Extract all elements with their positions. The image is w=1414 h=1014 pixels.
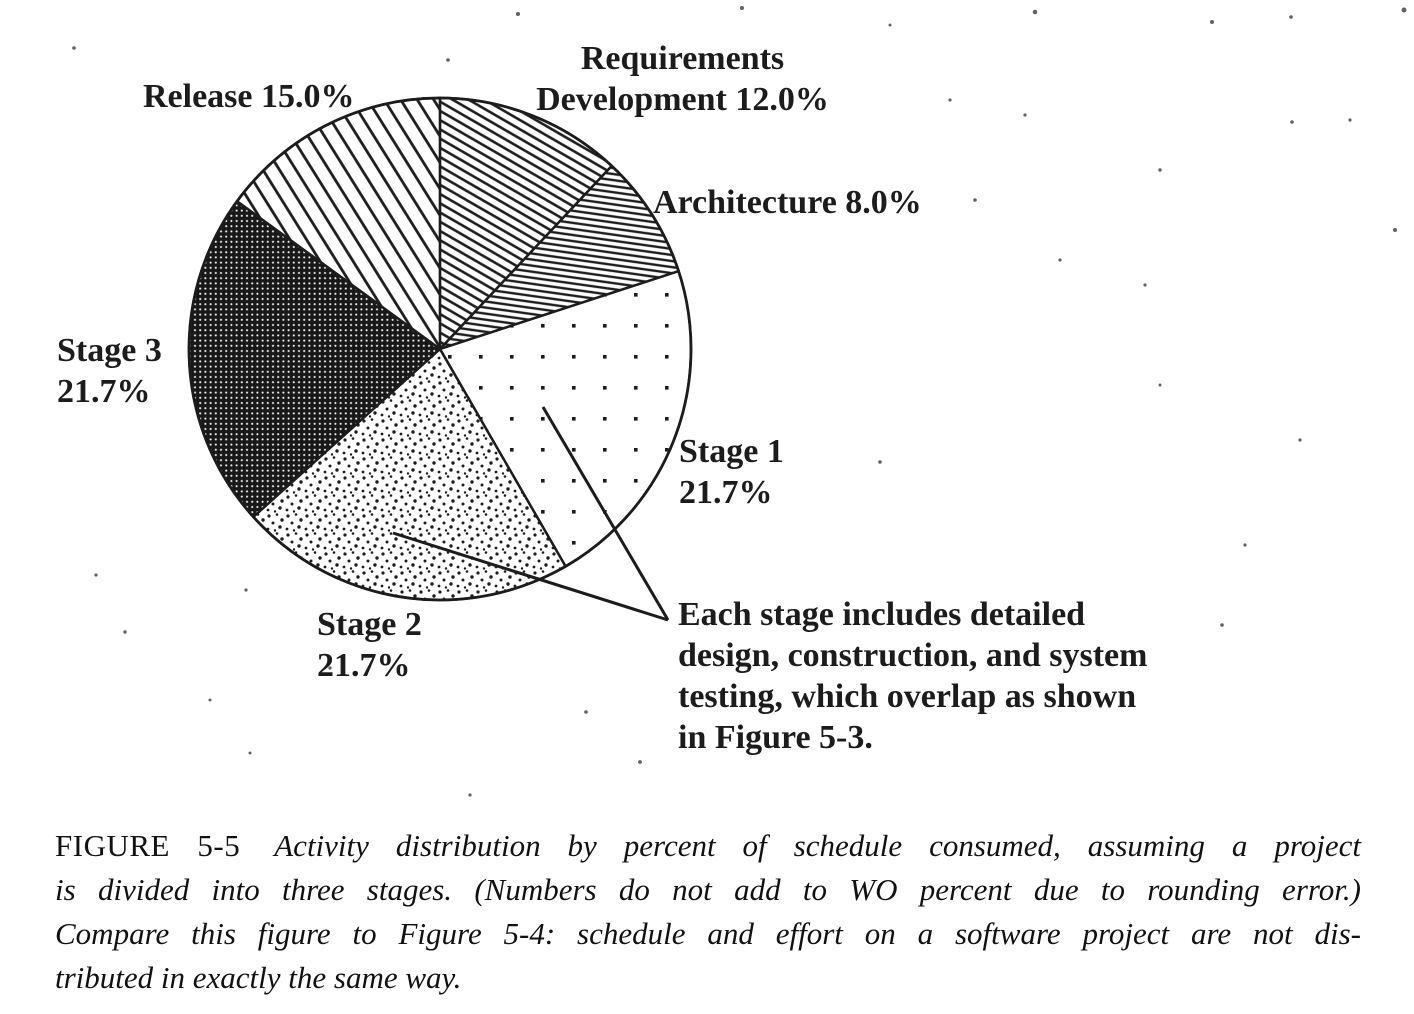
stage-annotation	[678, 594, 1147, 758]
caption-text-1: Activity distribution by percent of schedule consumed, assuming a project	[274, 828, 1361, 863]
label-stage-3	[57, 330, 162, 412]
scan-noise-speck	[973, 198, 977, 202]
scan-noise-speck	[1290, 120, 1294, 124]
scan-noise-speck	[638, 760, 642, 764]
label-stage-1-name: Stage 1	[679, 433, 784, 470]
scan-noise-speck	[1243, 543, 1246, 546]
label-release: Release 15.0%	[143, 78, 355, 115]
annotation-line1: Each stage includes detailed	[678, 596, 1086, 633]
caption-line-3: Compare this figure to Figure 5-4: schedule and effort on a software project are not dis-	[55, 916, 1361, 951]
scan-noise-speck	[878, 460, 882, 464]
caption-line-2: is divided into three stages. (Numbers do not add to WO percent due to rounding error.)	[55, 872, 1361, 907]
scan-noise-speck	[1393, 228, 1397, 232]
label-stage-2-value: 21.7%	[317, 647, 411, 684]
scan-noise-speck	[516, 12, 520, 16]
figure-caption	[55, 824, 1361, 1000]
annotation-line4: in Figure 5-3.	[678, 719, 873, 756]
scan-noise-speck	[889, 24, 892, 27]
label-stage-3-name: Stage 3	[57, 332, 162, 369]
scan-noise-speck	[123, 630, 126, 633]
label-stage-2	[317, 604, 422, 686]
scan-noise-speck	[249, 752, 252, 755]
scan-noise-speck	[1220, 623, 1224, 627]
scan-noise-speck	[1158, 168, 1161, 171]
scan-noise-speck	[1058, 258, 1061, 261]
annotation-line2: design, construction, and system	[678, 637, 1148, 674]
scan-noise-speck	[948, 98, 951, 101]
figure-number-label: FIGURE 5-5	[55, 828, 241, 863]
label-requirements-line2: Development 12.0%	[536, 81, 829, 118]
scan-noise-speck	[1033, 10, 1038, 15]
label-requirements-development	[510, 38, 855, 120]
scan-noise-speck	[446, 58, 450, 62]
caption-line-1	[55, 824, 1361, 868]
scan-noise-speck	[584, 710, 588, 714]
label-stage-1-value: 21.7%	[679, 474, 773, 511]
scan-noise-speck	[1348, 118, 1351, 121]
label-architecture: Architecture 8.0%	[653, 184, 922, 221]
scan-noise-speck	[1159, 384, 1162, 387]
annotation-line3: testing, which overlap as shown	[678, 678, 1137, 715]
scan-noise-speck	[1023, 113, 1026, 116]
label-stage-2-name: Stage 2	[317, 606, 422, 643]
scan-noise-speck	[1289, 15, 1293, 19]
scan-noise-speck	[468, 793, 471, 796]
scan-noise-speck	[1143, 283, 1146, 286]
label-stage-1	[679, 431, 784, 513]
scan-noise-speck	[94, 573, 97, 576]
scan-noise-speck	[244, 588, 247, 591]
scan-noise-speck	[740, 6, 744, 10]
caption-line-4: tributed in exactly the same way.	[55, 960, 462, 995]
label-stage-3-value: 21.7%	[57, 373, 151, 410]
scan-noise-speck	[72, 46, 76, 50]
scan-noise-speck	[209, 699, 212, 702]
pie-slices	[189, 98, 691, 600]
scan-noise-speck	[1210, 20, 1214, 24]
label-requirements-line1: Requirements	[580, 40, 785, 77]
scan-noise-speck	[1402, 8, 1407, 13]
scan-noise-speck	[1298, 438, 1301, 441]
